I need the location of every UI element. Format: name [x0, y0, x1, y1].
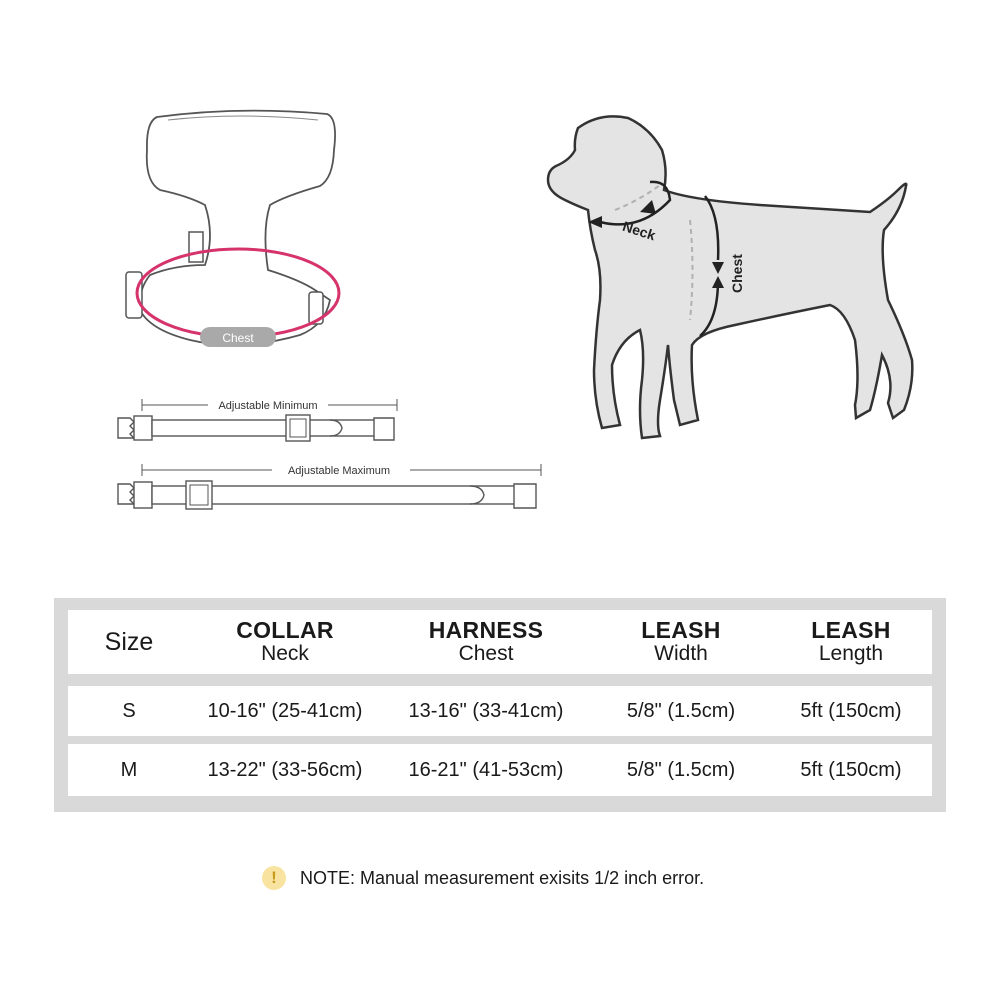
collar-max-drawing	[100, 456, 560, 520]
header-leash-length: LEASH Length	[811, 617, 891, 665]
adjustable-maximum-label: Adjustable Maximum	[287, 465, 391, 477]
cell-size: S	[122, 699, 136, 722]
header-collar: COLLAR Neck	[236, 617, 334, 665]
cell-collar: 13-22" (33-56cm)	[207, 758, 363, 781]
cell-harness: 16-21" (41-53cm)	[408, 758, 564, 781]
measurement-note	[262, 864, 704, 892]
adjustable-minimum-label: Adjustable Minimum	[218, 400, 318, 412]
note-text: NOTE: Manual measurement exisits 1/2 inch error.	[300, 867, 705, 888]
dog-neck-label: Neck	[620, 217, 658, 244]
header-leash-width: LEASH Width	[641, 617, 721, 665]
cell-leash-width: 5/8" (1.5cm)	[626, 699, 736, 722]
cell-leash-width: 5/8" (1.5cm)	[626, 758, 736, 781]
harness-chest-label: Chest	[222, 331, 254, 345]
cell-size: M	[120, 758, 138, 781]
table-header-row	[68, 610, 932, 674]
header-harness: HARNESS Chest	[428, 617, 544, 665]
dog-measurement-drawing	[540, 100, 920, 460]
cell-leash-length: 5ft (150cm)	[800, 758, 902, 781]
cell-harness: 13-16" (33-41cm)	[408, 699, 564, 722]
collar-min-drawing	[100, 390, 410, 450]
cell-leash-length: 5ft (150cm)	[800, 699, 902, 722]
cell-collar: 10-16" (25-41cm)	[207, 699, 363, 722]
header-size: Size	[104, 627, 154, 656]
table-row	[68, 686, 932, 736]
table-row	[68, 744, 932, 796]
harness-drawing	[100, 100, 380, 360]
warning-icon: !	[262, 866, 286, 890]
size-table	[54, 598, 946, 812]
dog-chest-label: Chest	[729, 254, 745, 293]
